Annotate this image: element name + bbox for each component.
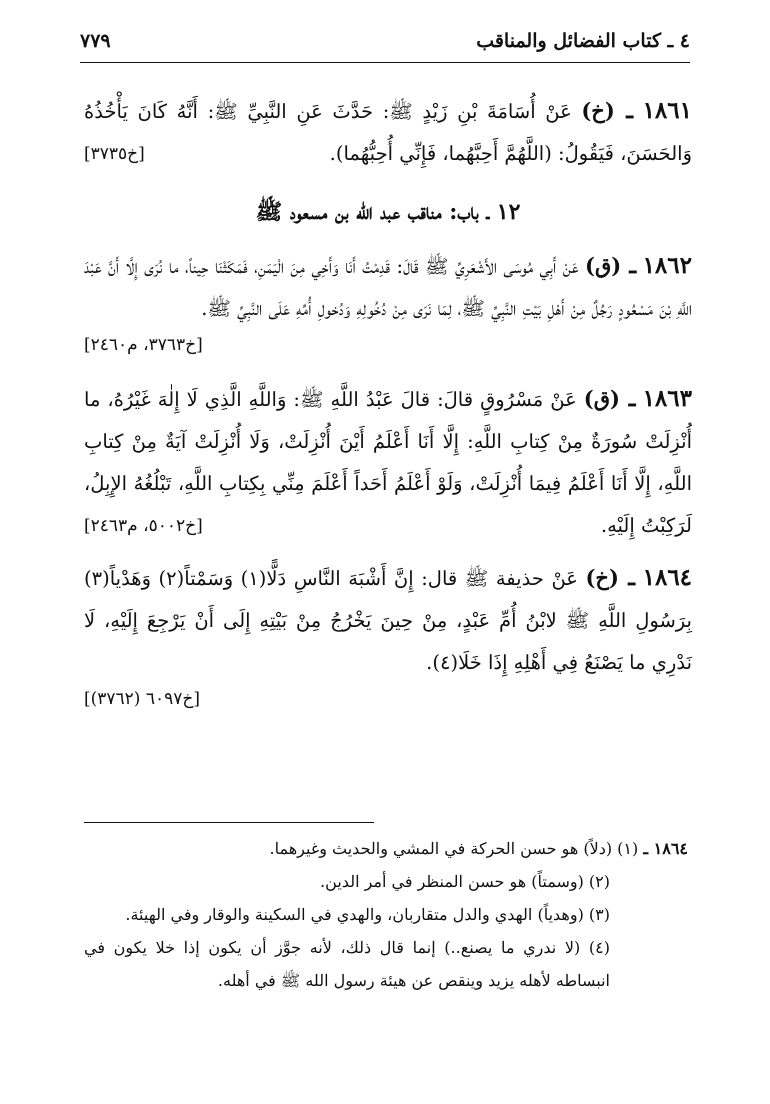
main-text xyxy=(84,90,692,714)
hadith-number: ١٨٦٢ xyxy=(642,252,692,279)
footnote-hadith-number: ١٨٦٤ ـ xyxy=(643,839,688,858)
page-number: ٧٧٩ xyxy=(80,30,111,52)
hadith-text: عَنْ أُسَامَةَ بْنِ زَيْدٍ ﷺ: حَدَّثَ عَنِ النَّبِيِّ ﷺ: أَنَّهُ كَانَ يَأْخُذُهُ وَالحَسَنَ، فَيَقُولُ: (اللَّهُمَّ أَحِبَّهُما، فَإِنِّي أُحِبُّهُما). xyxy=(84,100,692,165)
source-mark: (خ) xyxy=(581,98,615,123)
hadith-1864: ١٨٦٤ ـ (خ) عَنْ حذيفة ﷺ قال: إِنَّ أَشْبَهَ النَّاسِ دَلًّا(١) وَسَمْتاً(٢) وَهَدْياً(٣) بِرَسُولِ اللَّهِ ﷺ لابْنُ أُمِّ عَبْدٍ، مِنْ حِينَ يَخْرُجُ مِنْ بَيْتِهِ إِلَى أَنْ يَرْجِعَ إِلَيْهِ، لَا نَدْرِي ما يَصْنَعُ فِي أَهْلِهِ إِذَا خَلَا(٤). xyxy=(84,564,693,674)
hadith-text: عَنْ مَسْرُوقٍ قالَ: قالَ عَبْدُ اللَّهِ ﷺ: وَاللَّهِ الَّذِي لَا إِلٰهَ غَيْرُهُ، ما أُنْزِلَتْ سُورَةٌ مِنْ كِتابِ اللَّهِ: إِلَّا أَنَا أَعْلَمُ أَيْنَ أُنْزِلَتْ، وَلَا أُنْزِلَتْ آيَةٌ مِنْ كِتابِ اللَّهِ، إِلَّا أَنَا أَعْلَمُ فِيمَا أُنْزِلَتْ، وَلَوْ أَعْلَمُ أَحَداً أَعْلَمَ مِنِّي بِكِتابِ اللَّهِ، تَبْلُغُهُ الإِبِلُ، لَرَكِبْتُ إِلَيْهِ. xyxy=(84,388,692,537)
source-mark: (ق) xyxy=(583,386,620,411)
hadith-reference: [خ٣٧٦٣، م٢٤٦٠] xyxy=(84,335,203,355)
hadith-number: ١٨٦٣ xyxy=(642,385,692,412)
footnotes xyxy=(84,832,688,997)
footnote-1: ١٨٦٤ ـ (١) (دلاً) هو حسن الحركة في المشي والحديث وغيرهما. xyxy=(269,839,688,858)
hadith-text: عَنْ أَبِي مُوسَى الأَشْعَرِيِّ ﷺ قَالَ: قَدِمْتُ أَنَا وَأَخِي مِنَ الْيَمَنِ، فَمَكَثْنَا حِيناً، ما نُرَى إِلَّا أَنَّ عَبْدَ اللَّهِ بْنَ مَسْعُودٍ رَجُلٌ مِنْ أَهْلِ بَيْتِ النَّبِيِّ ﷺ، لِمَا نَرَى مِنْ دُخُولِهِ وَدُخولِ أُمِّهِ عَلَى النَّبِيِّ ﷺ. xyxy=(84,255,692,320)
hadith-1861: ١٨٦١ ـ (خ) عَنْ أُسَامَةَ بْنِ زَيْدٍ ﷺ: حَدَّثَ عَنِ النَّبِيِّ ﷺ: أَنَّهُ كَانَ يَأْخُذُهُ وَالحَسَنَ، فَيَقُولُ: (اللَّهُمَّ أَحِبَّهُما، فَإِنِّي أُحِبُّهُما). [خ٣٧٣٥] xyxy=(84,90,692,175)
source-mark: (خ) xyxy=(585,565,619,590)
hadith-1862: ١٨٦٢ ـ (ق) عَنْ أَبِي مُوسَى الأَشْعَرِيِّ ﷺ قَالَ: قَدِمْتُ أَنَا وَأَخِي مِنَ الْيَمَنِ، فَمَكَثْنَا حِيناً، ما نُرَى إِلَّا أَنَّ عَبْدَ اللَّهِ بْنَ مَسْعُودٍ رَجُلٌ مِنْ أَهْلِ بَيْتِ النَّبِيِّ ﷺ، لِمَا نَرَى مِنْ دُخُولِهِ وَدُخولِ أُمِّهِ عَلَى النَّبِيِّ ﷺ. xyxy=(84,252,692,320)
source-mark: (ق) xyxy=(585,253,622,278)
hadith-number: ١٨٦٤ xyxy=(642,564,693,591)
footnote-3: (٣) (وهدياً) الهدي والدل متقاربان، والهدي في السكينة والوقار وفي الهيئة. xyxy=(125,905,610,924)
hadith-reference: [خ٥٠٠٢، م٢٤٦٣] xyxy=(84,516,203,536)
footnote-4: (٤) (لا ندري ما يصنع..) إنما قال ذلك، لأنه جوَّز أن يكون إذا خلا يكون في انبساطه لأهله يزيد وينقص عن هيئة رسول الله ﷺ في أهله. xyxy=(84,938,610,990)
hadith-reference: [خ٣٧٣٥] xyxy=(84,144,145,164)
hadith-number: ١٨٦١ xyxy=(642,97,692,124)
hadith-1863: ١٨٦٣ ـ (ق) عَنْ مَسْرُوقٍ قالَ: قالَ عَبْدُ اللَّهِ ﷺ: وَاللَّهِ الَّذِي لَا إِلٰهَ غَيْرُهُ، ما أُنْزِلَتْ سُورَةٌ مِنْ كِتابِ اللَّهِ: إِلَّا أَنَا أَعْلَمُ أَيْنَ أُنْزِلَتْ، وَلَا أُنْزِلَتْ آيَةٌ مِنْ كِتابِ اللَّهِ، إِلَّا أَنَا أَعْلَمُ فِيمَا أُنْزِلَتْ، وَلَوْ أَعْلَمُ أَحَداً أَعْلَمَ مِنِّي بِكِتابِ اللَّهِ، تَبْلُغُهُ الإِبِلُ، لَرَكِبْتُ إِلَيْهِ. [خ٥٠٠٢، م٢٤٦٣] xyxy=(84,378,692,547)
header-rule xyxy=(80,62,690,63)
running-head xyxy=(80,28,690,64)
hadith-reference: [خ٦٠٩٧ (٣٧٦٢)] xyxy=(84,689,200,709)
hadith-text: عَنْ حذيفة ﷺ قال: إِنَّ أَشْبَهَ النَّاسِ دَلًّا(١) وَسَمْتاً(٢) وَهَدْياً(٣) بِرَسُولِ اللَّهِ ﷺ لابْنُ أُمِّ عَبْدٍ، مِنْ حِينَ يَخْرُجُ مِنْ بَيْتِهِ إِلَى أَنْ يَرْجِعَ إِلَيْهِ، لَا نَدْرِي ما يَصْنَعُ فِي أَهْلِهِ إِذَا خَلَا(٤). xyxy=(84,567,692,674)
footnote-2: (٢) (وسمتاً) هو حسن المنظر في أمر الدين. xyxy=(320,872,610,891)
chapter-heading: ١٢ ـ باب: مناقب عبد الله بن مسعود ﷺ xyxy=(255,199,521,225)
chapter-running-title: ٤ ـ كتاب الفضائل والمناقب xyxy=(476,30,690,52)
footnote-separator xyxy=(84,822,374,823)
